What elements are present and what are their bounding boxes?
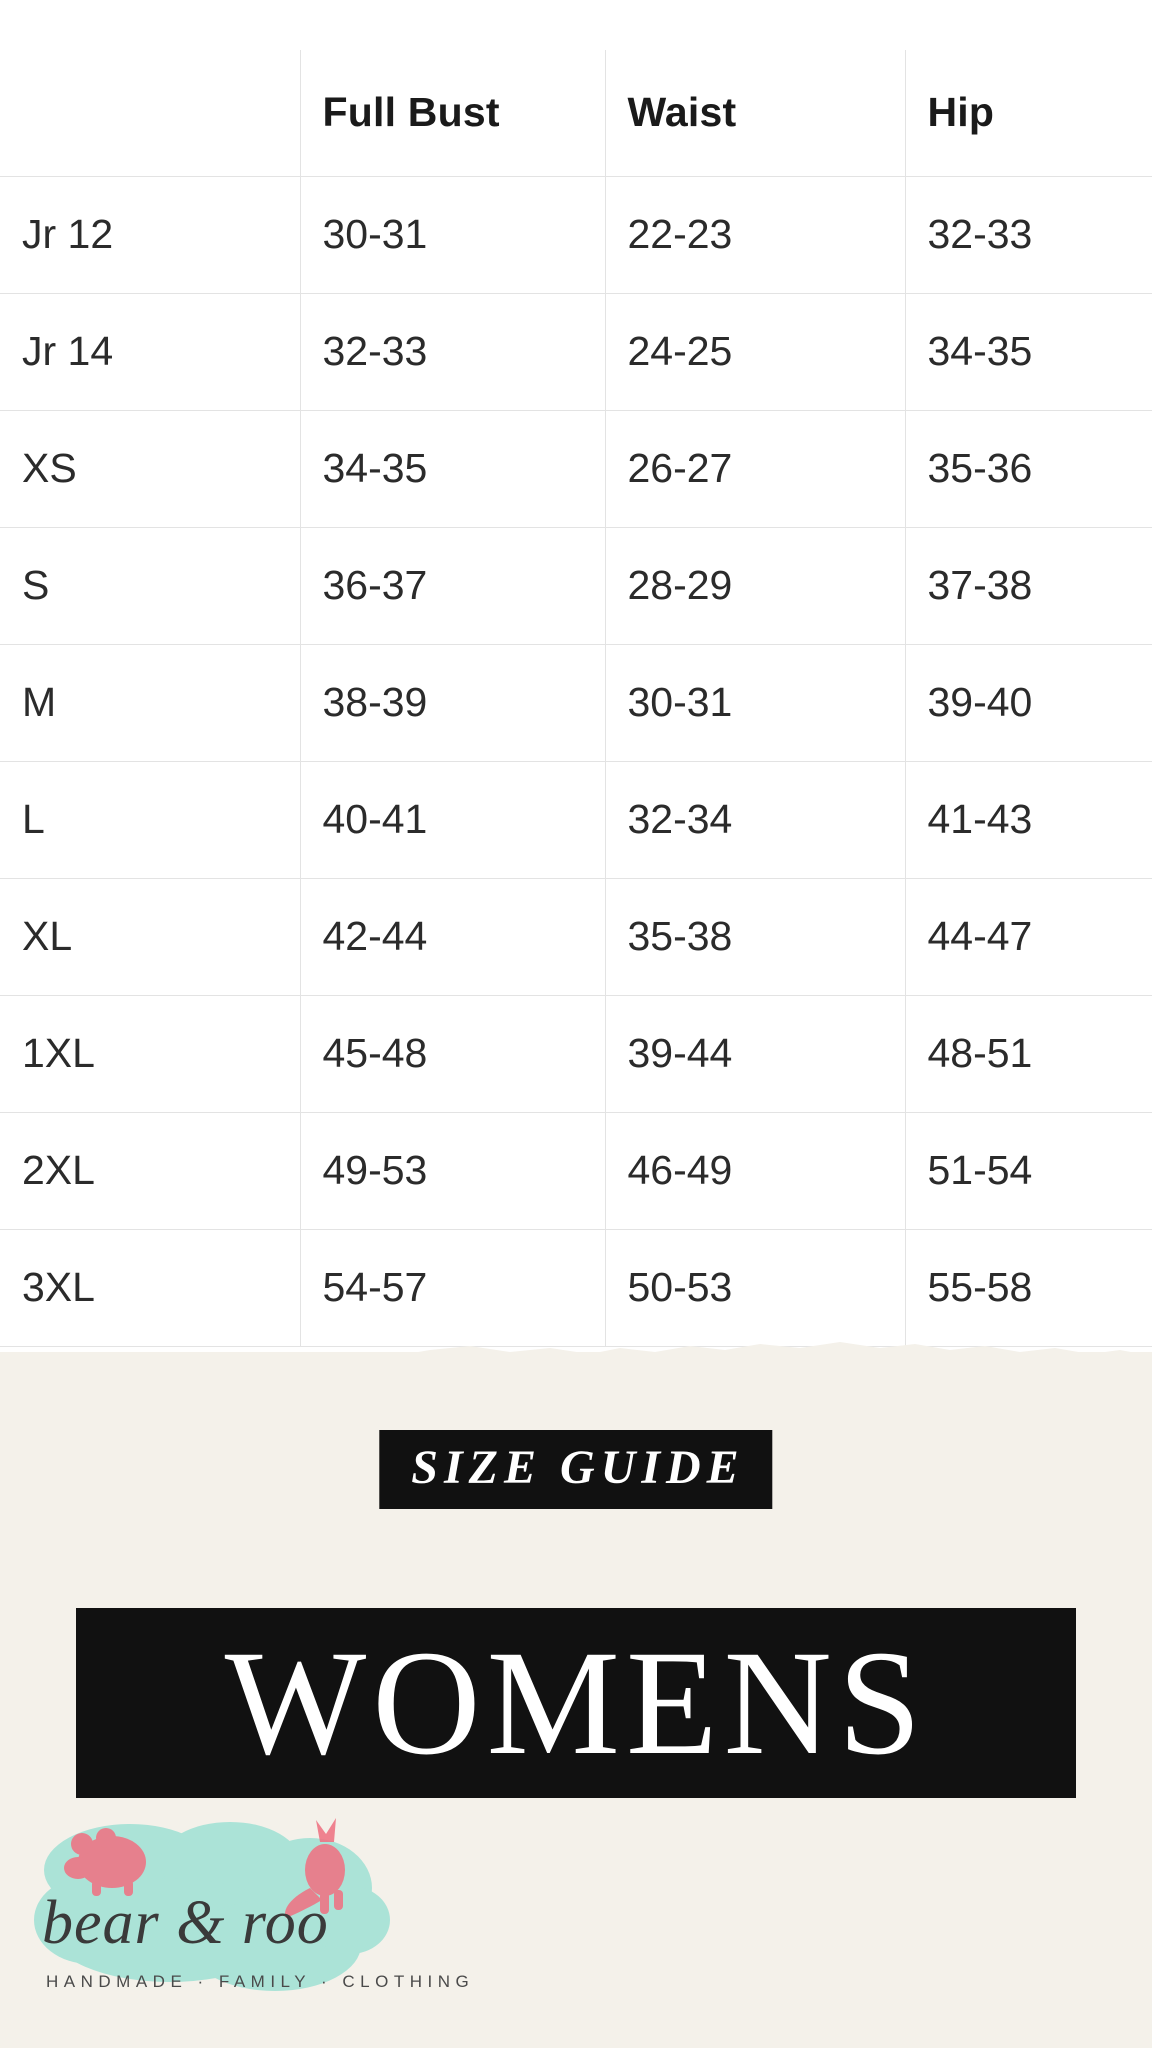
cell-waist: 50-53 [605, 1229, 905, 1346]
cell-waist: 30-31 [605, 644, 905, 761]
column-header-full-bust: Full Bust [300, 50, 605, 176]
cell-waist: 24-25 [605, 293, 905, 410]
cell-hip: 48-51 [905, 995, 1152, 1112]
brand-logo [20, 1810, 480, 2030]
table-body [0, 176, 1152, 1346]
table-row [0, 1112, 1152, 1229]
cell-bust: 40-41 [300, 761, 605, 878]
logo-tagline: HANDMADE · FAMILY · CLOTHING [46, 1972, 475, 1991]
cell-size: L [0, 761, 300, 878]
cell-size: 1XL [0, 995, 300, 1112]
cell-size: XL [0, 878, 300, 995]
cell-bust: 49-53 [300, 1112, 605, 1229]
cell-size: Jr 12 [0, 176, 300, 293]
size-guide-eyebrow-banner: SIZE GUIDE [379, 1430, 772, 1509]
cell-bust: 30-31 [300, 176, 605, 293]
cell-bust: 36-37 [300, 527, 605, 644]
cell-bust: 54-57 [300, 1229, 605, 1346]
cell-size: XS [0, 410, 300, 527]
table-row [0, 527, 1152, 644]
page-title: WOMENS [76, 1608, 1076, 1798]
table-header-row [0, 50, 1152, 176]
cell-hip: 44-47 [905, 878, 1152, 995]
table-row [0, 410, 1152, 527]
table-row [0, 176, 1152, 293]
cell-waist: 46-49 [605, 1112, 905, 1229]
cell-waist: 39-44 [605, 995, 905, 1112]
column-header-hip: Hip [905, 50, 1152, 176]
cell-hip: 51-54 [905, 1112, 1152, 1229]
cell-bust: 34-35 [300, 410, 605, 527]
cell-waist: 35-38 [605, 878, 905, 995]
cell-waist: 26-27 [605, 410, 905, 527]
cell-size: S [0, 527, 300, 644]
cell-waist: 32-34 [605, 761, 905, 878]
cell-waist: 28-29 [605, 527, 905, 644]
column-header-waist: Waist [605, 50, 905, 176]
column-header-size [0, 50, 300, 176]
logo-wordmark: bear & roo [42, 1889, 329, 1957]
cell-bust: 32-33 [300, 293, 605, 410]
table-row [0, 644, 1152, 761]
cell-size: 3XL [0, 1229, 300, 1346]
cell-hip: 55-58 [905, 1229, 1152, 1346]
cell-hip: 35-36 [905, 410, 1152, 527]
cell-bust: 42-44 [300, 878, 605, 995]
table-row [0, 761, 1152, 878]
cell-size: Jr 14 [0, 293, 300, 410]
cell-bust: 45-48 [300, 995, 605, 1112]
cell-hip: 32-33 [905, 176, 1152, 293]
cell-bust: 38-39 [300, 644, 605, 761]
cell-waist: 22-23 [605, 176, 905, 293]
cell-size: M [0, 644, 300, 761]
table-row [0, 878, 1152, 995]
cell-hip: 39-40 [905, 644, 1152, 761]
table-row [0, 995, 1152, 1112]
size-chart-table [0, 50, 1152, 1347]
cell-hip: 37-38 [905, 527, 1152, 644]
cell-hip: 34-35 [905, 293, 1152, 410]
cell-size: 2XL [0, 1112, 300, 1229]
cell-hip: 41-43 [905, 761, 1152, 878]
table-header [0, 50, 1152, 176]
table-row [0, 293, 1152, 410]
